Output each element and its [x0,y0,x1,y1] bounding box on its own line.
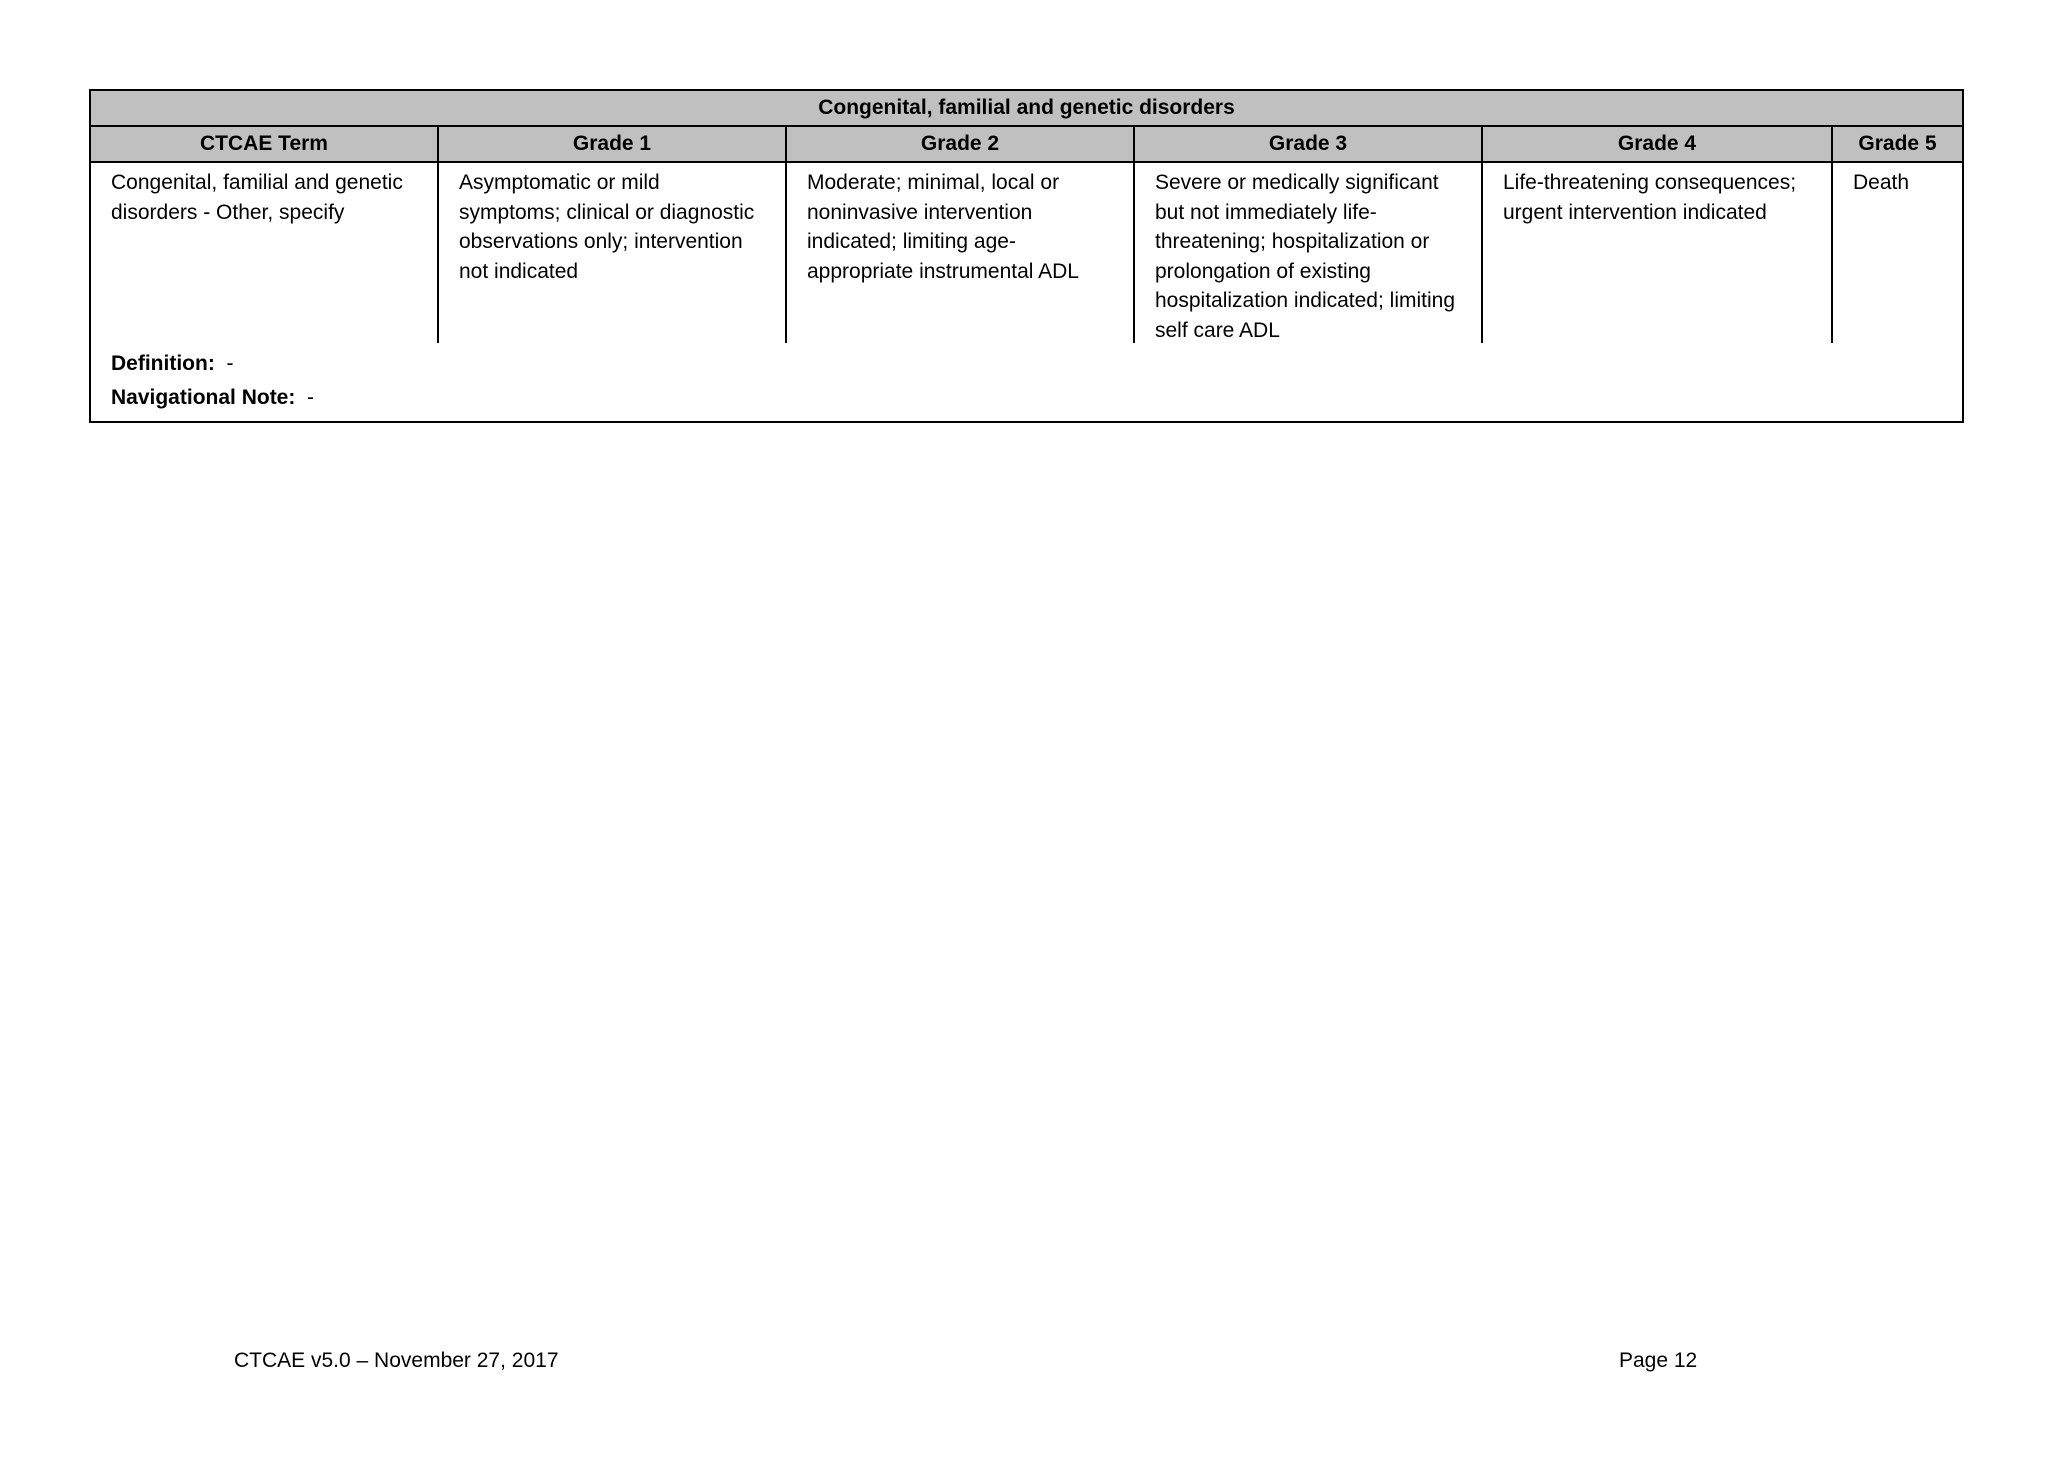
footer-page-number: Page 12 [1619,1349,1698,1372]
table-header-row [91,127,1962,163]
cell-grade-2: Moderate; minimal, local or noninvasive intervention indicated; limiting age-appropriate instrumental ADL [787,163,1135,343]
navigational-note-line [111,381,1962,415]
navigational-note-label: Navigational Note: [111,386,296,409]
cell-grade-3: Severe or medically significant but not immediately life-threatening; hospitalization or prolongation of existing hospitalization indicated; limiting self care ADL [1135,163,1483,343]
header-grade-5: Grade 5 [1858,132,1937,155]
section-title: Congenital, familial and genetic disorders [91,91,1962,127]
definition-label: Definition: [111,352,215,375]
navigational-note-value: - [307,386,315,409]
cell-grade-4: Life-threatening consequences; urgent intervention indicated [1483,163,1833,343]
definition-value: - [226,352,234,375]
header-ctcae-term: CTCAE Term [91,127,439,161]
cell-grade-1: Asymptomatic or mild symptoms; clinical or diagnostic observations only; intervention not indicated [439,163,787,343]
notes-section [91,343,1962,421]
definition-line [111,347,1962,381]
footer-version-date: CTCAE v5.0 – November 27, 2017 [234,1349,559,1372]
header-grade-2: Grade 2 [787,127,1135,161]
cell-term: Congenital, familial and genetic disorders - Other, specify [91,163,439,343]
header-grade-3: Grade 3 [1135,127,1483,161]
header-grade-4: Grade 4 [1483,127,1833,161]
cell-grade-5: Death [1853,171,1910,194]
table-row [91,163,1962,343]
header-grade-1: Grade 1 [439,127,787,161]
ctcae-table [89,89,1964,423]
